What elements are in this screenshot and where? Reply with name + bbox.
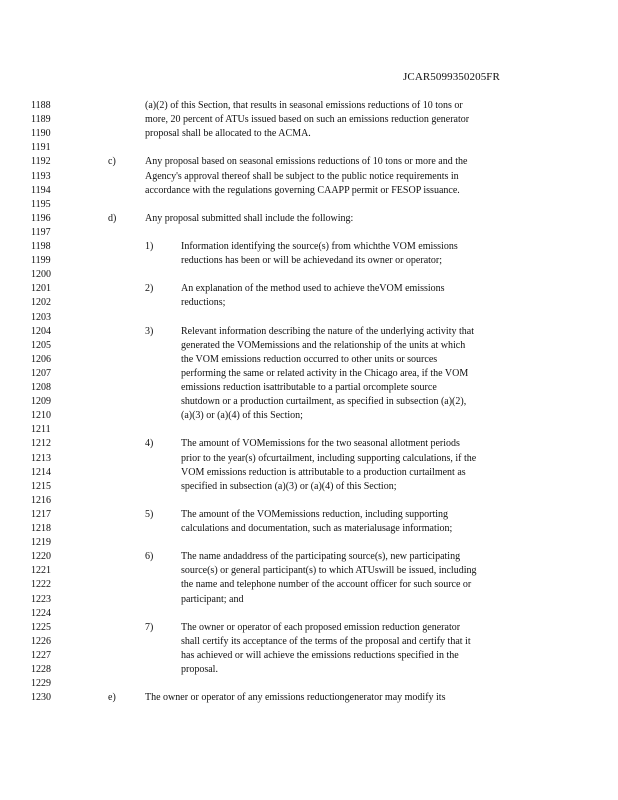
line-number: 1195 (31, 198, 51, 210)
item-label: 6) (145, 551, 154, 563)
text-line: proposal. (181, 664, 218, 675)
line-number: 1190 (31, 128, 51, 140)
text-line: emissions reduction isattributable to a partial orcomplete source (181, 382, 437, 393)
text-line: generated the VOMemissions and the relationship of the units at which (181, 339, 466, 351)
line-number: 1197 (31, 226, 51, 238)
item-label: d) (108, 212, 117, 224)
line-number: 1188 (31, 100, 51, 111)
text-line: An explanation of the method used to achieve theVOM emissions (181, 283, 445, 295)
line-number: 1212 (31, 438, 51, 450)
text-line: VOM emissions reduction is attributable to a production curtailment as (181, 466, 466, 478)
line-number: 1229 (31, 678, 51, 690)
line-number: 1210 (31, 410, 51, 422)
item-label: 7) (145, 621, 154, 633)
line-number: 1219 (31, 537, 51, 549)
item-label: e) (108, 692, 116, 704)
line-number: 1222 (31, 579, 51, 591)
line-number: 1202 (31, 297, 51, 309)
line-number: 1194 (31, 184, 51, 196)
text-line: The amount of VOMemissions for the two seasonal allotment periods (181, 438, 460, 450)
item-label: c) (108, 156, 116, 168)
document-code: JCAR5099350205FR (403, 71, 500, 83)
text-line: calculations and documentation, such as materialusage information; (181, 523, 453, 534)
text-line: Agency's approval thereof shall be subject to the public notice requirements in (145, 170, 459, 182)
line-number: 1215 (31, 480, 51, 492)
item-label: 1) (145, 241, 154, 252)
text-line: Information identifying the source(s) from whichthe VOM emissions (181, 241, 458, 252)
text-line: performing the same or related activity in the Chicago area, if the VOM (181, 367, 469, 379)
line-number: 1189 (31, 114, 51, 126)
text-line: (a)(2) of this Section, that results in seasonal emissions reductions of 10 tons or (145, 100, 463, 111)
line-number: 1192 (31, 156, 51, 168)
text-line: accordance with the regulations governing CAAPP permit or FESOP issuance. (145, 184, 460, 196)
text-line: more, 20 percent of ATUs issued based on such an emissions reduction generator (145, 114, 470, 126)
line-number: 1204 (31, 325, 51, 337)
line-number: 1200 (31, 269, 51, 281)
item-label: 4) (145, 438, 154, 450)
line-number: 1209 (31, 396, 51, 408)
line-number: 1216 (31, 494, 51, 506)
line-number: 1191 (31, 142, 51, 154)
line-number: 1208 (31, 382, 51, 393)
text-line: participant; and (181, 593, 244, 605)
text-line: The name andaddress of the participating source(s), new participating (181, 551, 461, 563)
item-label: 2) (145, 283, 154, 295)
line-number: 1225 (31, 621, 51, 633)
text-line: the VOM emissions reduction occurred to other units or sources (181, 353, 438, 365)
line-number: 1230 (31, 692, 51, 704)
line-number: 1220 (31, 551, 51, 563)
text-line: reductions; (181, 297, 226, 309)
text-line: The owner or operator of each proposed emission reduction generator (181, 621, 461, 633)
text-line: reductions has been or will be achievedand its owner or operator; (181, 255, 443, 267)
text-line: the name and telephone number of the account officer for such source or (181, 579, 472, 591)
text-line: shall certify its acceptance of the terms of the proposal and certify that it (181, 635, 471, 647)
text-line: The amount of the VOMemissions reduction, including supporting (181, 508, 449, 520)
line-number: 1196 (31, 212, 51, 224)
line-number: 1227 (31, 649, 51, 661)
line-number: 1224 (31, 607, 51, 619)
text-line: specified in subsection (a)(3) or (a)(4) of this Section; (181, 480, 397, 492)
text-line: has achieved or will achieve the emissions reductions specified in the (181, 649, 459, 661)
line-number: 1228 (31, 664, 51, 675)
text-line: (a)(3) or (a)(4) of this Section; (181, 410, 303, 422)
text-line: Any proposal submitted shall include the following: (145, 212, 354, 224)
line-number: 1207 (31, 367, 51, 379)
item-label: 3) (145, 325, 154, 337)
text-line: prior to the year(s) ofcurtailment, including supporting calculations, if the (181, 452, 477, 464)
line-number: 1226 (31, 635, 51, 647)
text-line: source(s) or general participant(s) to which ATUswill be issued, including (181, 565, 477, 577)
line-number: 1203 (31, 311, 51, 323)
text-line: Relevant information describing the nature of the underlying activity that (181, 325, 474, 337)
text-line: shutdown or a production curtailment, as specified in subsection (a)(2), (181, 396, 467, 408)
line-number: 1218 (31, 523, 51, 534)
line-number: 1213 (31, 452, 51, 464)
text-line: proposal shall be allocated to the ACMA. (145, 128, 311, 140)
line-number: 1206 (31, 353, 51, 365)
line-number: 1223 (31, 593, 51, 605)
text-line: The owner or operator of any emissions reductiongenerator may modify its (145, 692, 446, 704)
line-number: 1205 (31, 339, 51, 351)
line-number: 1217 (31, 508, 51, 520)
text-line: Any proposal based on seasonal emissions reductions of 10 tons or more and the (145, 156, 468, 168)
line-number: 1198 (31, 241, 51, 252)
line-number: 1221 (31, 565, 51, 577)
line-number: 1201 (31, 283, 51, 295)
line-number: 1211 (31, 424, 51, 436)
line-number: 1193 (31, 170, 51, 182)
line-number: 1199 (31, 255, 51, 267)
line-number: 1214 (31, 466, 51, 478)
item-label: 5) (145, 508, 154, 520)
